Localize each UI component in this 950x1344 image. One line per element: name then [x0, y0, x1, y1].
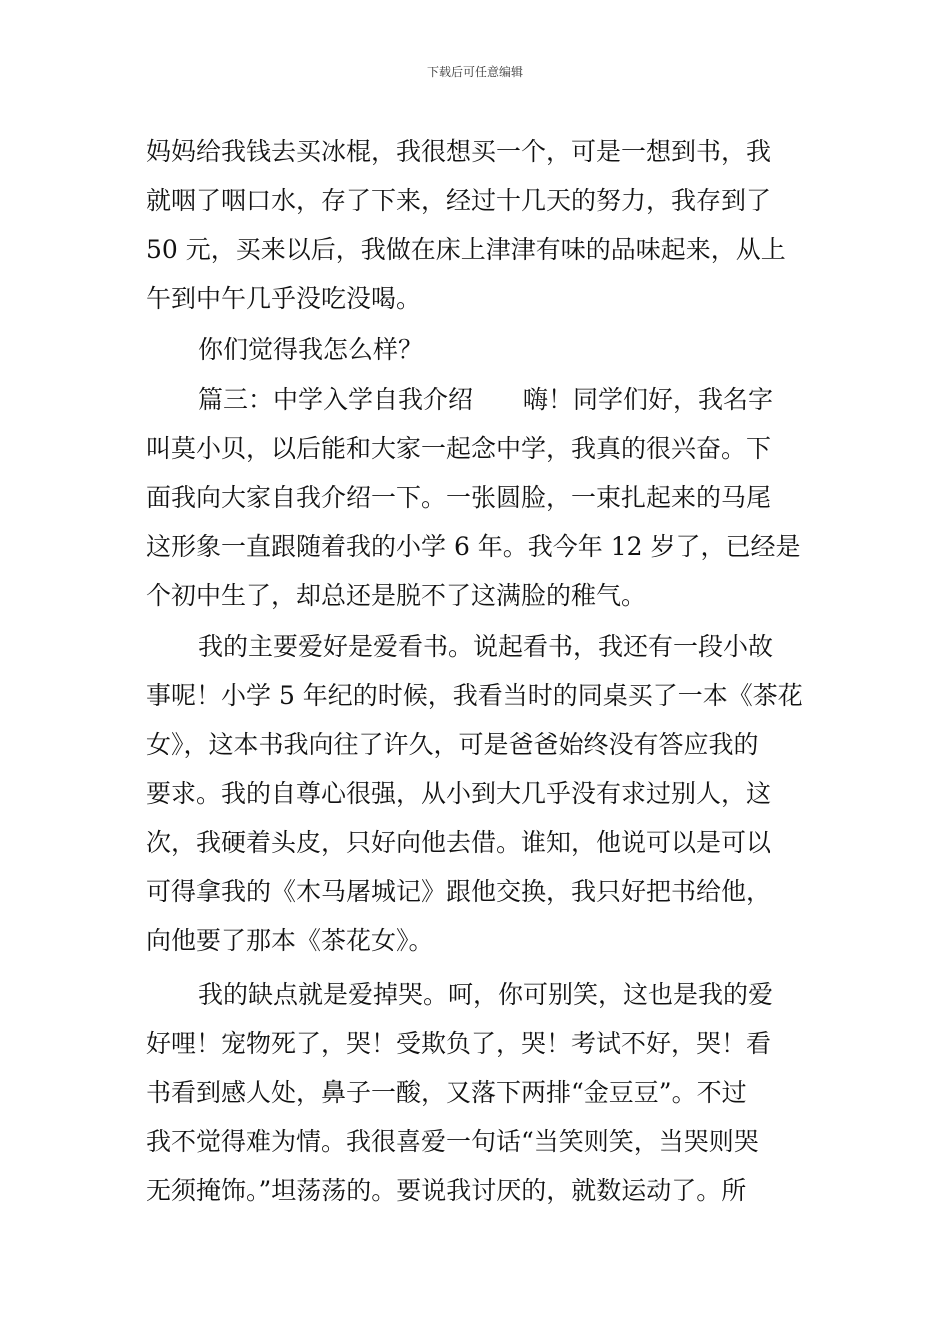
text-line: 我不觉得难为情。我很喜爱一句话“当笑则笑，当哭则哭	[146, 1127, 759, 1156]
text-line: 面我向大家自我介绍一下。一张圆脸，一束扎起来的马尾	[146, 483, 772, 512]
text-line: 书看到感人处，鼻子一酸，又落下两排“金豆豆”。不过	[146, 1078, 747, 1107]
text-line: 这形象一直跟随着我的小学 6 年。我今年 12 岁了，已经是	[146, 532, 801, 561]
text-line: 就咽了咽口水，存了下来，经过十几天的努力，我存到了	[146, 186, 772, 215]
paragraph-hobby	[146, 622, 808, 965]
text-line: 我的缺点就是爱掉哭。呵，你可别笑，这也是我的爱	[198, 980, 774, 1009]
text-line: 叫莫小贝，以后能和大家一起念中学，我真的很兴奋。下	[146, 434, 772, 463]
text-line: 要求。我的自尊心很强，从小到大几乎没有求过别人，这	[146, 779, 772, 808]
text-line: 个初中生了，却总还是脱不了这满脸的稚气。	[146, 581, 647, 610]
text-line: 你们觉得我怎么样？	[198, 335, 424, 364]
paragraph-question	[146, 325, 808, 374]
text-line: 向他要了那本《茶花女》。	[146, 926, 434, 955]
page-header: 下载后可任意编辑	[426, 65, 523, 79]
paragraph-weakness	[146, 970, 808, 1215]
paragraph-continuation	[146, 127, 808, 323]
paragraph-introduction	[146, 375, 808, 620]
text-line: 无须掩饰。”坦荡荡的。要说我讨厌的，就数运动了。所	[146, 1176, 747, 1205]
text-line: 事呢！小学 5 年纪的时候，我看当时的同桌买了一本《茶花	[146, 681, 803, 710]
text-line: 好哩！宠物死了，哭！受欺负了，哭！考试不好，哭！看	[146, 1029, 772, 1058]
text-line: 午到中午几乎没吃没喝。	[146, 284, 422, 313]
text-line: 可得拿我的《木马屠城记》跟他交换，我只好把书给他，	[146, 877, 772, 906]
text-line: 50 元，买来以后，我做在床上津津有味的品味起来，从上	[146, 235, 786, 264]
text-line: 我的主要爱好是爱看书。说起看书，我还有一段小故	[198, 632, 774, 661]
text-line: 次，我硬着头皮，只好向他去借。谁知，他说可以是可以	[146, 828, 772, 857]
text-line: 妈妈给我钱去买冰棍，我很想买一个，可是一想到书，我	[146, 137, 772, 166]
text-line: 女》，这本书我向往了许久，可是爸爸始终没有答应我的	[146, 730, 759, 759]
text-line: 篇三：中学入学自我介绍 嗨！同学们好，我名字	[198, 385, 774, 414]
